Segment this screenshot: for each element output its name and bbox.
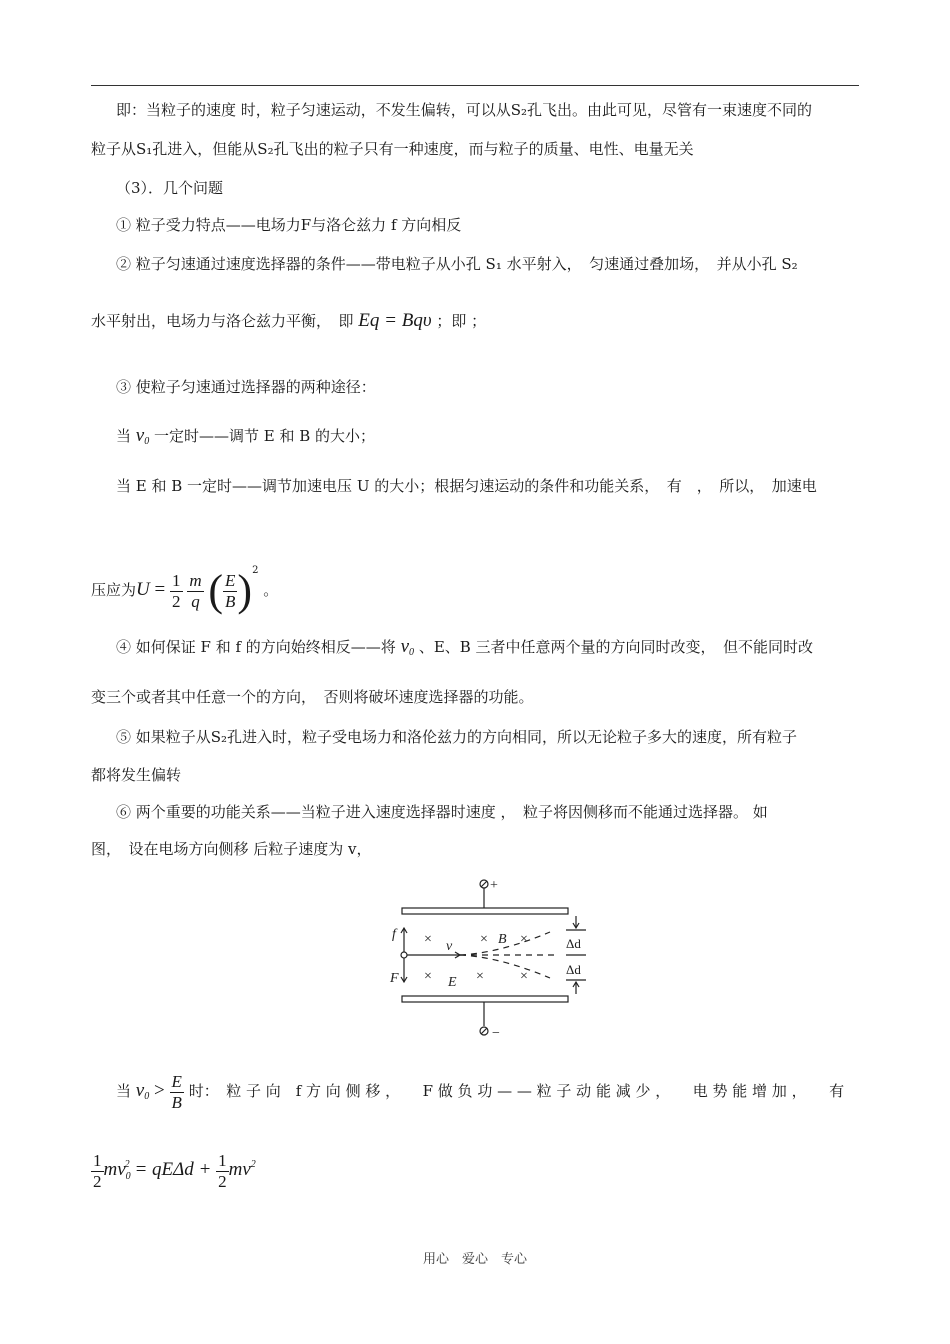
item-5-continued: 都将发生偏转 xyxy=(91,766,182,784)
v0-symbol-2: $v_0$ xyxy=(400,636,415,658)
field-cross: × xyxy=(424,969,432,984)
method-1-prefix: 当 xyxy=(116,427,132,445)
v0-symbol-3: $v_0$ xyxy=(135,1080,150,1102)
item-2-tail: ；即 ； xyxy=(436,312,487,330)
right-paren: ) xyxy=(237,566,253,615)
energy-equation xyxy=(91,1138,256,1192)
method-1-text: 一定时——调节 E 和 B 的大小； xyxy=(154,427,376,445)
condition-text: 时： 粒 子 向 f 方 向 侧 移 ， F 做 负 功 — — 粒 子 动 能 减 少 ， 电 势 能 增 加 ， 有 xyxy=(188,1082,845,1100)
velocity-selector-diagram xyxy=(380,870,590,1050)
item-4-continued: 变三个或者其中任意一个的方向， 否则将破坏速度选择器的功能。 xyxy=(91,688,534,706)
field-cross: × xyxy=(476,969,484,984)
top-plate xyxy=(402,908,568,914)
field-cross: × xyxy=(520,932,528,947)
paragraph-line-2: 粒子从S₁孔进入，但能从S₂孔飞出的粒子只有一种速度，而与粒子的质量、电性、电量无关 xyxy=(91,140,694,158)
voltage-formula-line xyxy=(91,543,279,615)
equals-sign: = xyxy=(154,579,166,600)
item-4-text-b: 、E、B 三者中任意两个量的方向同时改变， 但不能同时改 xyxy=(418,638,814,656)
delta-d-upper: Δd xyxy=(566,936,581,951)
fraction-one-half: $\frac{1}{2}$ xyxy=(172,570,181,611)
fraction-E-over-B: $\frac{E}{B}$ xyxy=(225,570,236,611)
left-paren: ( xyxy=(208,566,224,615)
item-6: ⑥ 两个重要的功能关系——当粒子进入速度选择器时速度 ， 粒子将因侧移而不能通过选择器。 如 xyxy=(116,803,768,821)
U-symbol: U xyxy=(136,579,150,600)
energy-rhs: = qEΔd + xyxy=(134,1159,212,1180)
item-3: ③ 使粒子匀速通过选择器的两种途径： xyxy=(116,378,376,396)
fraction-one-half-2: $\frac{1}{2}$ xyxy=(93,1150,102,1191)
fraction-m-over-q: $\frac{m}{q}$ xyxy=(189,570,202,611)
top-terminal-label: + xyxy=(490,878,498,893)
square-exponent: 2 xyxy=(252,565,259,576)
field-cross: × xyxy=(480,932,488,947)
page-footer: 用心 爱心 专心 xyxy=(422,1252,527,1267)
v0-symbol: $v_0$ xyxy=(135,425,150,447)
bottom-plate xyxy=(402,996,568,1002)
method-2: 当 E 和 B 一定时——调节加速电压 U 的大小；根据匀速运动的条件和功能关系， 有 ， 所以， 加速电 xyxy=(116,477,817,495)
item-6-continued: 图， 设在电场方向侧移 后粒子速度为 v， xyxy=(91,840,372,858)
lorentz-force-label: f xyxy=(392,927,396,942)
energy-initial-term: $mv_0^2$ xyxy=(103,1159,131,1182)
bottom-terminal-label: − xyxy=(492,1026,500,1041)
item-4 xyxy=(116,636,813,664)
magnetic-field-label: B xyxy=(498,932,507,947)
method-1 xyxy=(116,425,375,453)
voltage-prefix: 压应为 xyxy=(91,581,137,599)
item-4-text-a: ④ 如何保证 F 和 f 的方向始终相反——将 xyxy=(116,638,396,656)
fraction-E-over-B-2: $\frac{E}{B}$ xyxy=(171,1071,182,1112)
item-5: ⑤ 如果粒子从S₂孔进入时，粒子受电场力和洛伦兹力的方向相同，所以无论粒子多大的速度，所有粒子 xyxy=(116,728,798,746)
balance-equation: Eq = Bqυ xyxy=(358,310,432,331)
delta-d-lower: Δd xyxy=(566,962,581,977)
paragraph-line-1: 即：当粒子的速度 时，粒子匀速运动，不发生偏转，可以从S₂孔飞出。由此可见，尽管有一束速度不同的 xyxy=(116,101,813,119)
velocity-label: v xyxy=(446,939,453,954)
trajectory-down xyxy=(460,955,550,978)
fraction-one-half-3: $\frac{1}{2}$ xyxy=(218,1150,227,1191)
item-2-continued xyxy=(91,310,486,332)
voltage-suffix: 。 xyxy=(263,581,279,599)
electric-field-label: E xyxy=(448,975,457,990)
electric-force-label: F xyxy=(390,971,399,986)
item-2-text: 水平射出，电场力与洛仑兹力平衡， 即 xyxy=(91,312,354,330)
section-heading-3: （3）．几个问题 xyxy=(116,179,224,197)
field-cross: × xyxy=(520,969,528,984)
condition-prefix: 当 xyxy=(116,1082,132,1100)
item-1: ① 粒子受力特点——电场力F与洛仑兹力 f 方向相反 xyxy=(116,216,462,234)
energy-final-term: $mv^2$ xyxy=(228,1159,256,1180)
greater-than: > xyxy=(154,1080,165,1101)
particle-entry-point xyxy=(401,952,407,958)
field-cross: × xyxy=(424,932,432,947)
header-rule xyxy=(91,85,859,86)
condition-line xyxy=(116,1064,844,1118)
item-2: ② 粒子匀速通过速度选择器的条件——带电粒子从小孔 S₁ 水平射入， 匀速通过叠加场， 并从小孔 S₂ xyxy=(116,255,798,273)
